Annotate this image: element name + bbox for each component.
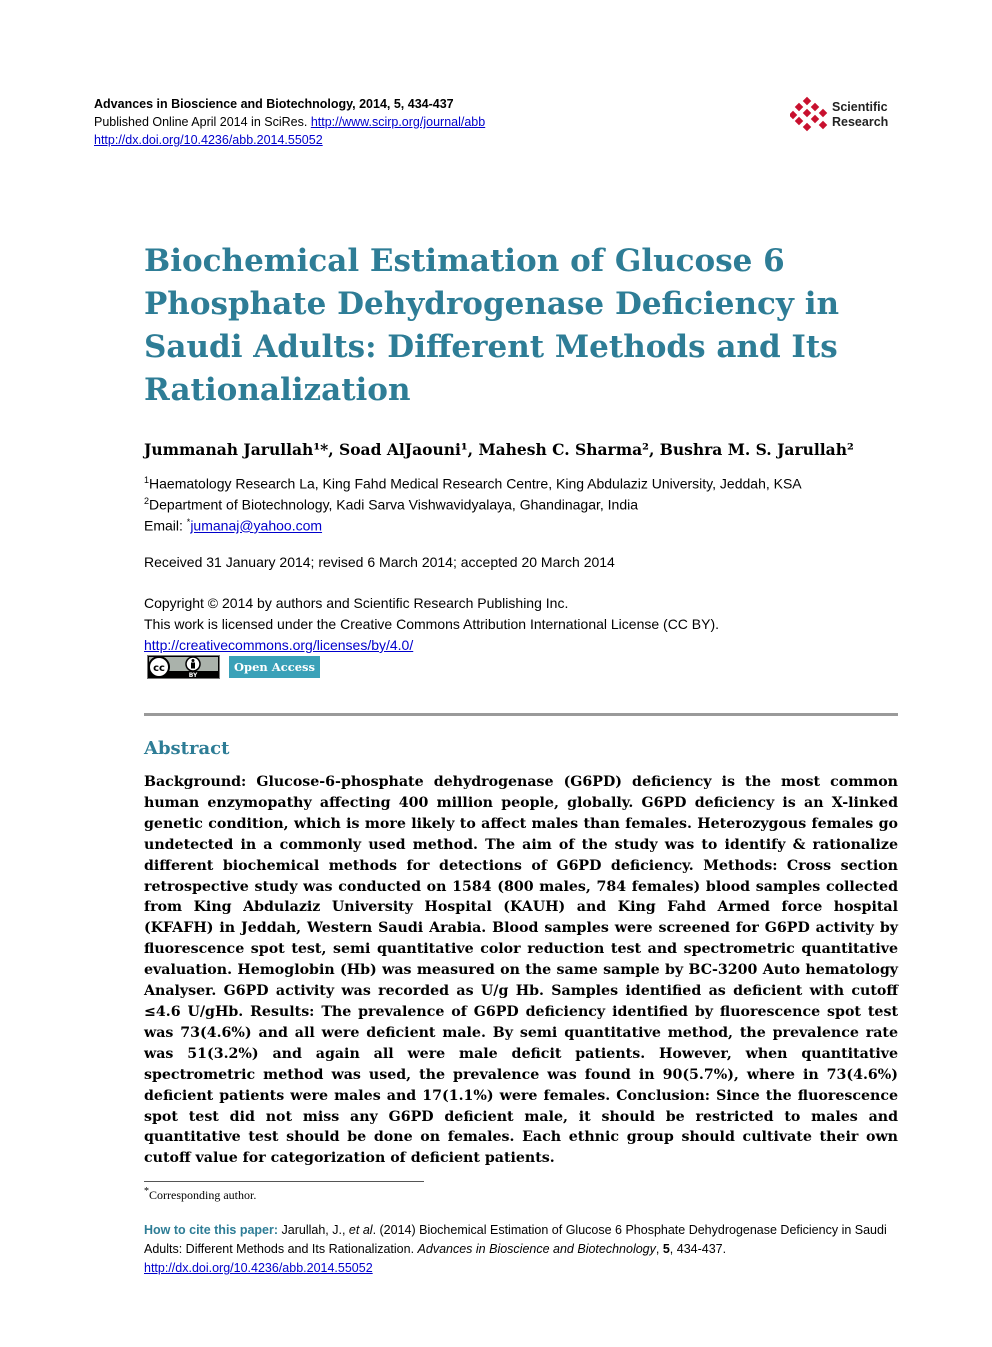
received-dates: Received 31 January 2014; revised 6 March 2014; accepted 20 March 2014 xyxy=(144,554,615,570)
affiliation-2-number: 2 xyxy=(144,496,150,506)
section-divider xyxy=(144,713,898,716)
cite-authors: Jarullah, J., xyxy=(278,1223,349,1237)
doi-link[interactable]: http://dx.doi.org/10.4236/abb.2014.55052 xyxy=(94,133,323,147)
cite-doi-link[interactable]: http://dx.doi.org/10.4236/abb.2014.55052 xyxy=(144,1261,373,1275)
copyright-block xyxy=(144,593,719,656)
journal-link[interactable]: http://www.scirp.org/journal/abb xyxy=(310,115,486,129)
email-label: Email: xyxy=(144,517,187,534)
footnote xyxy=(144,1186,256,1203)
abstract-body: Background: Glucose-6-phosphate dehydrogenase (G6PD) deficiency is the most common human enzymopathy affecting 400 million people, globally. G6PD deficiency is an X-linked genetic condition, which is more likely to affect males than females. Heterozygous females go undetected in a commonly used method. The aim of the study was to identify & rationalize different biochemical methods for detections of G6PD deficiency. Methods: Cross section retrospective study was conducted on 1584 (800 males, 784 females) blood samples collected from King Abdulaziz University Hospital (KAUH) and King Fahd Armed force hospital (KFAFH) in Jeddah, Western Saudi Arabia. Blood samples were screened for G6PD activity by fluorescence spot test, semi quantitative color reduction test and spectrometric quantitative evaluation. Hemoglobin (Hb) was measured on the same sample by BC-3200 Auto hematology Analyser. G6PD activity was recorded as U/g Hb. Samples identified as deficient with cutoff ≤4.6 U/gHb. Results: The prevalence of G6PD deficiency identified by fluorescence spot test was 73(4.6%) and all were deficient male. By semi quantitative method, the prevalence rate was 51(3.2%) and again all were male deficit patients. However, when quantitative spectrometric method was used, the prevalence was found in 90(5.7%), where in 73(4.6%) deficient patients were males and 17(1.1%) were females. Conclusion: Since the fluorescence spot test did not miss any G6PD deficient male, it should be restricted to males and quantitative test should be done on females. Each ethnic group should cultivate their own cutoff value for categorization of deficient patients. xyxy=(144,774,898,1167)
cite-label: How to cite this paper: xyxy=(144,1223,279,1237)
author-list: Jummanah Jarullah¹*, Soad AlJaouni¹, Mahesh C. Sharma², Bushra M. S. Jarullah² xyxy=(144,440,854,459)
cite-etal: et al xyxy=(348,1223,373,1237)
affiliation-1-text: Haematology Research La, King Fahd Medical Research Centre, King Abdulaziz University, Jeddah, KSA xyxy=(149,475,802,492)
logo-wordmark xyxy=(832,100,888,130)
cite-sep: , xyxy=(655,1242,663,1256)
copyright-line: Copyright © 2014 by authors and Scientific Research Publishing Inc. xyxy=(144,595,569,611)
cite-volume: 5 xyxy=(662,1242,670,1256)
license-link[interactable]: http://creativecommons.org/licenses/by/4.0/ xyxy=(144,637,414,653)
open-access-badge: Open Access xyxy=(229,656,320,678)
how-to-cite xyxy=(144,1221,898,1278)
footnote-star: * xyxy=(144,1186,149,1197)
license-line: This work is licensed under the Creative Commons Attribution International License (CC BY). xyxy=(144,616,720,632)
journal-citation: Advances in Bioscience and Biotechnology, 2014, 5, 434-437 xyxy=(94,97,454,111)
published-online: Published Online April 2014 in SciRes. xyxy=(94,115,308,129)
email-line xyxy=(144,512,322,537)
affiliation-1-number: 1 xyxy=(144,475,150,485)
cc-label: cc xyxy=(153,663,165,674)
journal-header xyxy=(94,95,485,149)
footnote-text: Corresponding author. xyxy=(149,1188,257,1202)
footnote-divider xyxy=(144,1181,424,1182)
cite-pages: , 434-437. xyxy=(669,1242,727,1256)
cite-rest: . (2014) Biochemical Estimation of Glucose 6 Phosphate Dehydrogenase Deficiency in Saudi Adults: Different Methods and Its Rationalization. xyxy=(144,1223,887,1256)
by-label: BY xyxy=(188,672,198,679)
email-star: * xyxy=(186,517,191,527)
abstract-heading: Abstract xyxy=(144,738,230,759)
paper-title: Biochemical Estimation of Glucose 6 Phosphate Dehydrogenase Deficiency in Saudi Adults: Different Methods and Its Rationalization xyxy=(144,243,840,408)
cite-journal: Advances in Bioscience and Biotechnology xyxy=(417,1242,656,1256)
cc-by-badge-icon[interactable] xyxy=(147,655,220,679)
logo-line1: Scientific xyxy=(832,100,888,114)
affiliation-2-text: Department of Biotechnology, Kadi Sarva Vishwavidyalaya, Ghandinagar, India xyxy=(149,496,639,513)
email-link[interactable]: jumanaj@yahoo.com xyxy=(190,517,323,534)
logo-line2: Research xyxy=(832,115,889,129)
